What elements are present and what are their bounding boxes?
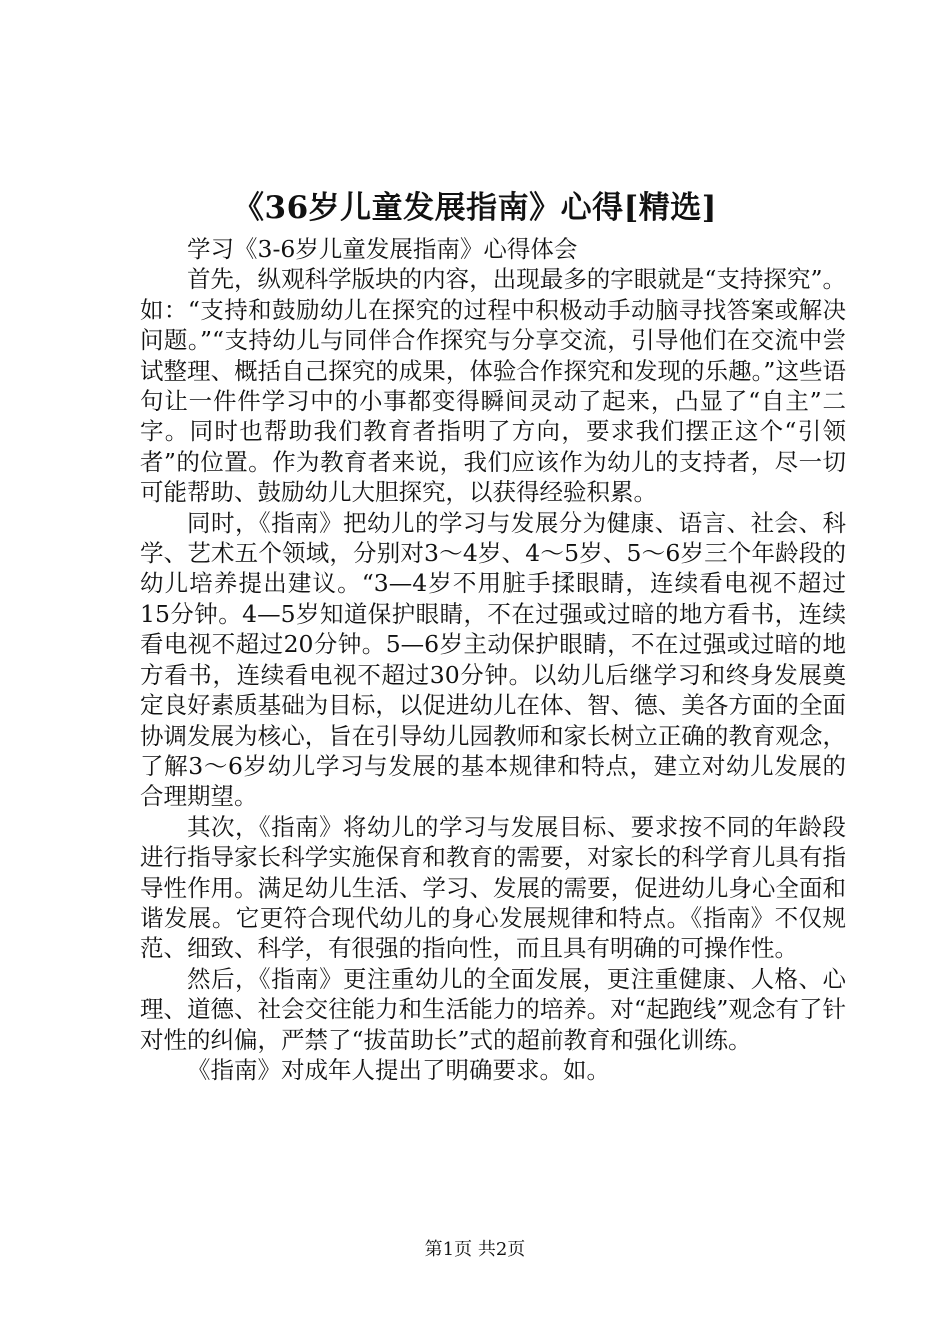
paragraph-2: 同时，《指南》把幼儿的学习与发展分为健康、语言、社会、科学、艺术五个领域，分别对3～4岁、4～5岁、5～6岁三个年龄段的幼儿培养提出建议。“3—4岁不用脏手揉眼睛，连续看电视不超过15分钟。4—5岁知道保护眼睛，不在过强或过暗的地方看书，连续看电视不超过20分钟。5—6岁主动保护眼睛，不在过强或过暗的地方看书，连续看电视不超过30分钟。以幼儿后继学习和终身发展奠定良好素质基础为目标，以促进幼儿在体、智、德、美各方面的全面协调发展为核心，旨在引导幼儿园教师和家长树立正确的教育观念，了解3～6岁幼儿学习与发展的基本规律和特点，建立对幼儿发展的合理期望。 [140,508,846,811]
paragraph-4: 然后，《指南》更注重幼儿的全面发展，更注重健康、人格、心理、道德、社会交往能力和生活能力的培养。对“起跑线”观念有了针对性的纠偏，严禁了“拔苗助长”式的超前教育和强化训练。 [140,964,846,1054]
paragraph-1: 首先，纵观科学版块的内容，出现最多的字眼就是“支持探究”。如：“支持和鼓励幼儿在探究的过程中积极动手动脑寻找答案或解决问题。”“支持幼儿与同伴合作探究与分享交流，引导他们在交流中尝试整理、概括自己探究的成果，体验合作探究和发现的乐趣。”这些语句让一件件学习中的小事都变得瞬间灵动了起来，凸显了“自主”二字。同时也帮助我们教育者指明了方向，要求我们摆正这个“引领者”的位置。作为教育者来说，我们应该作为幼儿的支持者，尽一切可能帮助、鼓励幼儿大胆探究，以获得经验积累。 [140,265,846,507]
paragraph-subtitle: 学习《3-6岁儿童发展指南》心得体会 [187,235,578,263]
document-body [140,234,846,1085]
page-number-footer: 第1页 共2页 [424,1239,526,1260]
document-title: 《36岁儿童发展指南》心得[精选] [233,190,717,226]
paragraph-5: 《指南》对成年人提出了明确要求。如。 [187,1055,610,1084]
paragraph-3: 其次，《指南》将幼儿的学习与发展目标、要求按不同的年龄段进行指导家长科学实施保育和教育的需要，对家长的科学育儿具有指导性作用。满足幼儿生活、学习、发展的需要，促进幼儿身心全面和谐发展。它更符合现代幼儿的身心发展规律和特点。《指南》不仅规范、细致、科学，有很强的指向性，而且具有明确的可操作性。 [140,812,846,963]
